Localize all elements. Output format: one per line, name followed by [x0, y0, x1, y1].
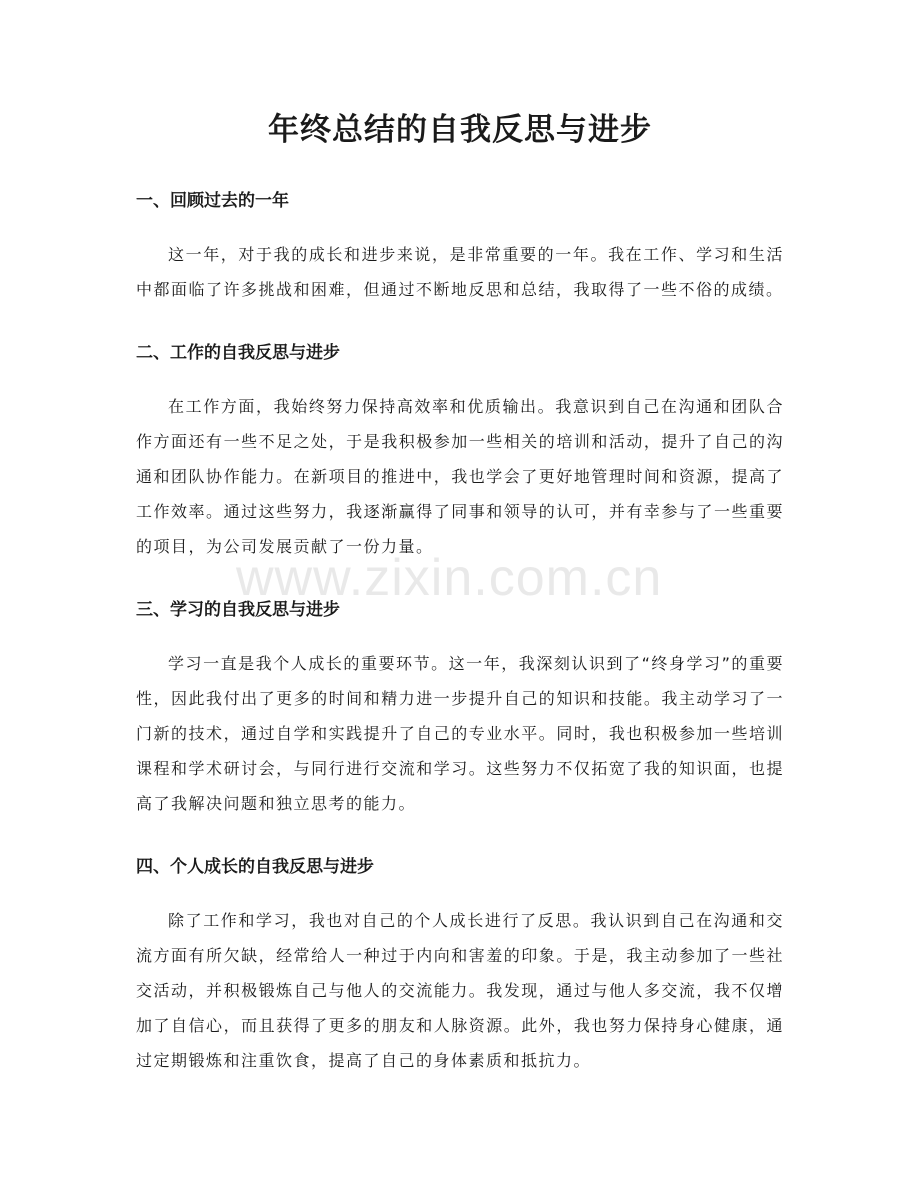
- watermark: www.zixin.com.cn: [236, 549, 663, 607]
- section-study-reflection: [136, 598, 784, 821]
- section-paragraph: 在工作方面，我始终努力保持高效率和优质输出。我意识到自己在沟通和团队合作方面还有一些不足之处，于是我积极参加一些相关的培训和活动，提升了自己的沟通和团队协作能力。在新项目的推进中，我也学会了更好地管理时间和资源，提高了工作效率。通过这些努力，我逐渐赢得了同事和领导的认可，并有幸参与了一些重要的项目，为公司发展贡献了一份力量。: [136, 397, 784, 556]
- section-paragraph: 这一年，对于我的成长和进步来说，是非常重要的一年。我在工作、学习和生活中都面临了许多挑战和困难，但通过不断地反思和总结，我取得了一些不俗的成绩。: [136, 245, 784, 299]
- section-review-past-year: [136, 189, 784, 307]
- section-paragraph: 除了工作和学习，我也对自己的个人成长进行了反思。我认识到自己在沟通和交流方面有所欠缺，经常给人一种过于内向和害羞的印象。于是，我主动参加了一些社交活动，并积极锻炼自己与他人的交流能力。我发现，通过与他人多交流，我不仅增加了自信心，而且获得了更多的朋友和人脉资源。此外，我也努力保持身心健康，通过定期锻炼和注重饮食，提高了自己的身体素质和抵抗力。: [136, 911, 784, 1070]
- section-personal-growth: [136, 855, 784, 1078]
- section-heading: 二、工作的自我反思与进步: [136, 343, 340, 363]
- section-heading: 四、个人成长的自我反思与进步: [136, 857, 374, 877]
- section-heading: 三、学习的自我反思与进步: [136, 600, 340, 620]
- section-paragraph: 学习一直是我个人成长的重要环节。这一年，我深刻认识到了“终身学习”的重要性，因此我付出了更多的时间和精力进一步提升自己的知识和技能。我主动学习了一门新的技术，通过自学和实践提升了自己的专业水平。同时，我也积极参加一些培训课程和学术研讨会，与同行进行交流和学习。这些努力不仅拓宽了我的知识面，也提高了我解决问题和独立思考的能力。: [136, 654, 784, 813]
- section-heading: 一、回顾过去的一年: [136, 191, 289, 211]
- section-work-reflection: [136, 341, 784, 564]
- document-title: 年终总结的自我反思与进步: [268, 112, 652, 148]
